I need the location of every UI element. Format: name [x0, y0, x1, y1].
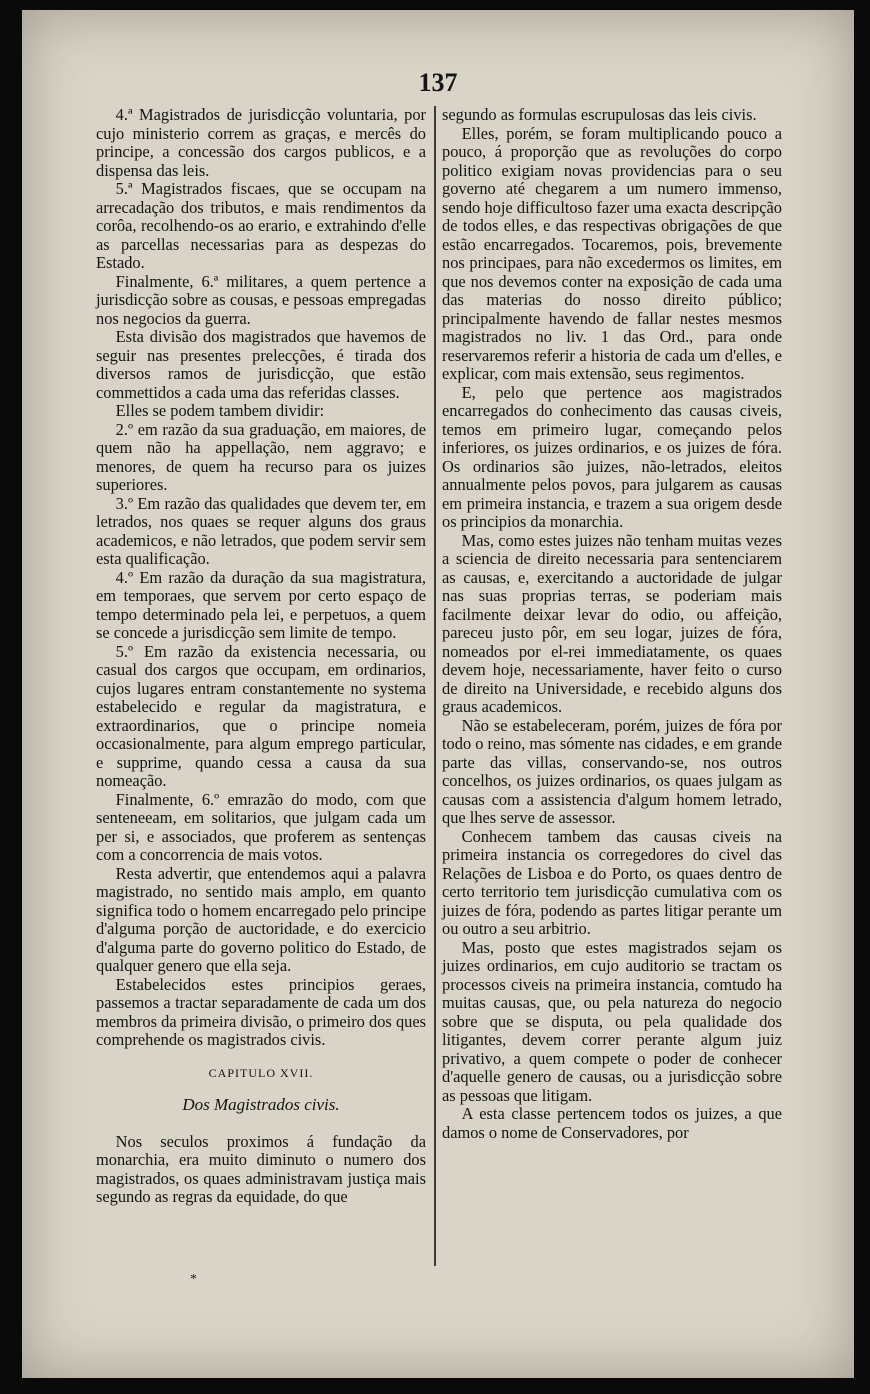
paragraph: Resta advertir, que entendemos aqui a palavra magistrado, no sentido mais amplo, em quanto significa todo o homem encarregado pelo principe d'alguma porção de auctoridade, e do exercicio d'alguma parte do governo politico do Estado, de qualquer genero que ella seja. — [96, 863, 426, 975]
paragraph: Elles, porém, se foram multiplicando pouco a pouco, á proporção que as revoluções do corpo politico exigiam novas providencias para o seu governo até chegarem a um numero immenso, sendo hoje difficultoso fazer uma exacta descripção de todos elles, e das respectivas obrigações de que estão encarregados. Tocaremos, pois, brevemente nos principaes, para não excedermos os limites, em que nos devemos conter na exposição de cada uma das materias do nosso direito público; principalmente havendo de fallar nestes mesmos magistrados no liv. 1 das Ord., para onde reservaremos referir a historia de cada um d'elles, e explicar, com mais extensão, seus regimentos. — [442, 123, 782, 383]
paragraph: 5.º Em razão da existencia necessaria, ou casual dos cargos que occupam, em ordinarios, cujos lugares entram constantemente no systema estabelecido e regular da magistratura, e extraordinarios, que o principe nomeia occasionalmente, para algum emprego particular, e supprime, quando cessa a causa da sua nomeação. — [96, 641, 426, 790]
paragraph: Elles se podem tambem dividir: — [115, 401, 325, 420]
chapter-number: CAPITULO XVII. — [208, 1065, 314, 1080]
footer-mark: * — [190, 1272, 197, 1287]
paragraph: E, pelo que pertence aos magistrados encarregados do conhecimento das causas civeis, temos em primeiro lugar, começando pelos inferiores, os juizes ordinarios, e os juizes de fóra. Os ordinarios são juizes, não-letrados, eleitos annualmente pelos povos, para julgarem as causas em primeira instancia, e trazem a sua origem desde os principios da monarchia. — [442, 382, 782, 531]
paragraph: Finalmente, 6.º emrazão do modo, com que senteneeam, em solitarios, que julgam cada um per si, e associados, que proferem as sentenças com a concorrencia de mais votos. — [96, 789, 426, 864]
paragraph: 4.ª Magistrados de jurisdicção voluntaria, por cujo ministerio correm as graças, e mercês do principe, a concessão dos cargos publicos, e a dispensa das leis. — [96, 105, 426, 180]
paragraph: 4.º Em razão da duração da sua magistratura, em temporaes, que servem por certo espaço de tempo determinado pela lei, e perpetuos, a quem se concede a jurisdicção sem limite de tempo. — [96, 567, 426, 642]
paragraph: A esta classe pertencem todos os juizes, a que damos o nome de Conservadores, por — [442, 1104, 782, 1142]
paragraph: Conhecem tambem das causas civeis na primeira instancia os corregedores do civel das Relações de Lisboa e do Porto, os quaes dentro de certo territorio tem jurisdicção cumulativa com os juizes de fóra, podendo as partes litigar perante um ou outro a seu arbitrio. — [442, 826, 782, 938]
right-column — [442, 106, 782, 1142]
paragraph: Não se estabeleceram, porém, juizes de fóra por todo o reino, mas sómente nas cidades, e em grande parte das villas, conservando-se, nos outros concelhos, os juizes ordinarios, os quaes julgam as causas com a assistencia d'algum homem letrado, que lhes serve de assessor. — [442, 715, 783, 827]
paragraph: Mas, como estes juizes não tenham muitas vezes a sciencia de direito necessaria para sentenciarem as causas, e, exercitando a auctoridade de julgar nas suas proprias terras, se poderiam mais facilmente deixar levar do odio, ou affeição, pareceu justo pôr, em seu logar, juizes de fóra, nomeados por el-rei immediatamente, os quaes devem hoje, necessariamente, haver feito o curso de direito na Universidade, e recebido alguns dos graus academicos. — [442, 530, 782, 716]
paragraph: Estabelecidos estes principios geraes, passemos a tractar separadamente de cada um dos membros da primeira divisão, o primeiro dos ques comprehende os magistrados civis. — [96, 974, 426, 1049]
paragraph: Mas, posto que estes magistrados sejam os juizes ordinarios, em cujo auditorio se tractam os processos civeis na primeira instancia, comtudo ha muitas causas, que, ou pela natureza do negocio sobre que se disputa, ou pela qualidade dos litigantes, devem correr perante algum juiz privativo, a quem compete o poder de conhecer d'aquelle genero de causas, ou a jurisdicção sobre as pessoas que litigam. — [442, 937, 782, 1105]
paragraph: 3.º Em razão das qualidades que devem ter, em letrados, nos quaes se requer alguns dos graus academicos, e não letrados, que podem servir sem esta qualificação. — [96, 493, 426, 568]
page-number: 137 — [418, 68, 458, 97]
left-column — [96, 106, 426, 1207]
paragraph: Nos seculos proximos á fundação da monarchia, era muito diminuto o numero dos magistrados, os quaes administravam justiça mais segundo as regras da equidade, do que — [96, 1131, 426, 1206]
paragraph: segundo as formulas escrupulosas das leis civis. — [442, 105, 757, 124]
column-divider — [434, 106, 436, 1266]
paragraph: 2.º em razão da sua graduação, em maiores, de quem não ha appellação, nem aggravo; e menores, de quem ha recurso para os juizes superiores. — [96, 419, 426, 494]
paragraph: Esta divisão dos magistrados que havemos de seguir nas presentes prelecções, é tirada dos diversos ramos de jurisdicção, que estão commettidos a cada uma das referidas classes. — [96, 327, 426, 402]
paragraph: Finalmente, 6.ª militares, a quem pertence a jurisdicção sobre as cousas, e pessoas empregadas nos negocios da guerra. — [96, 271, 426, 328]
chapter-title: Dos Magistrados civis. — [182, 1095, 340, 1114]
book-page — [22, 10, 854, 1378]
paragraph: 5.ª Magistrados fiscaes, que se occupam na arrecadação dos tributos, e mais rendimentos da corôa, recolhendo-os ao erario, e extrahindo d'elle as parcellas necessarias para as despezas do Estado. — [96, 179, 426, 272]
